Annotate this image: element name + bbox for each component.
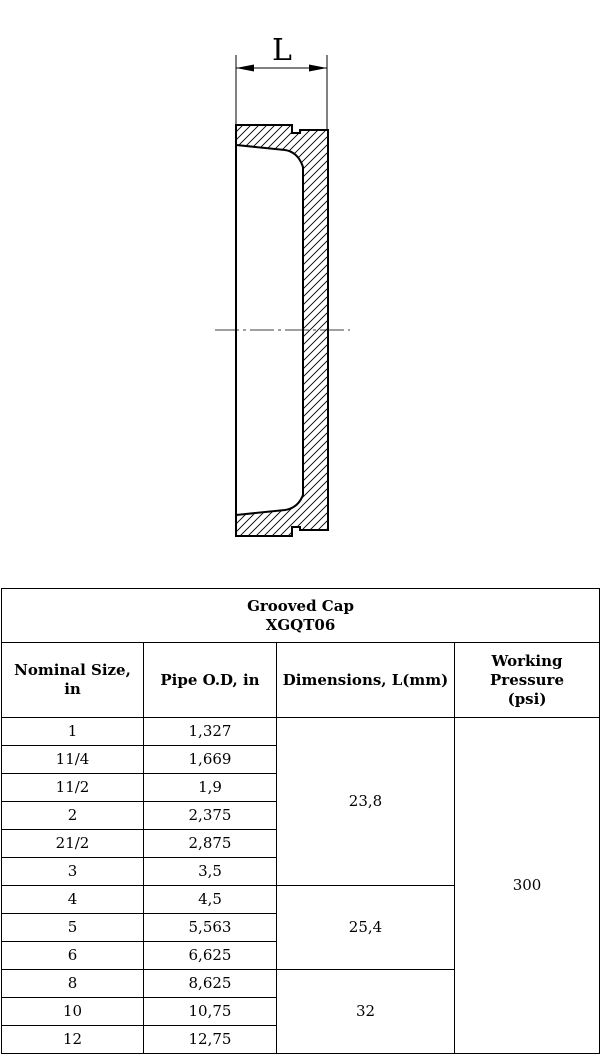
table-title <box>2 589 600 643</box>
cell-nominal-size: 6 <box>2 942 144 970</box>
dimension-arrow-left <box>236 65 254 72</box>
cell-dimension-l: 23,8 <box>277 718 455 886</box>
header-dimensions: Dimensions, L(mm) <box>277 643 455 718</box>
header-pressure-line3: (psi) <box>507 689 547 708</box>
cell-nominal-size: 2 <box>2 802 144 830</box>
cell-pipe-od: 6,625 <box>144 942 277 970</box>
cell-dimension-l: 32 <box>277 970 455 1054</box>
header-pressure-line2: Pressure <box>490 670 564 689</box>
cell-dimension-l: 25,4 <box>277 886 455 970</box>
header-nominal-line2: in <box>64 680 81 698</box>
cell-pipe-od: 1,669 <box>144 746 277 774</box>
cell-nominal-size: 11/4 <box>2 746 144 774</box>
table-title-name: Grooved Cap <box>247 596 354 615</box>
cell-nominal-size: 4 <box>2 886 144 914</box>
dimension-arrow-right <box>309 65 327 72</box>
cell-nominal-size: 10 <box>2 998 144 1026</box>
header-pipe-od: Pipe O.D, in <box>144 643 277 718</box>
cell-pipe-od: 2,875 <box>144 830 277 858</box>
cell-pipe-od: 5,563 <box>144 914 277 942</box>
cell-pipe-od: 1,9 <box>144 774 277 802</box>
table-row <box>2 718 600 746</box>
cell-nominal-size: 3 <box>2 858 144 886</box>
spec-table <box>1 588 600 1054</box>
dimension-label: L <box>272 33 292 68</box>
cell-pipe-od: 4,5 <box>144 886 277 914</box>
cell-pipe-od: 2,375 <box>144 802 277 830</box>
cell-nominal-size: 1 <box>2 718 144 746</box>
cell-nominal-size: 21/2 <box>2 830 144 858</box>
cell-pipe-od: 1,327 <box>144 718 277 746</box>
dimension-l <box>236 33 327 130</box>
cell-pipe-od: 3,5 <box>144 858 277 886</box>
header-pressure-line1: Working <box>491 651 563 670</box>
cell-nominal-size: 12 <box>2 1026 144 1054</box>
cell-pipe-od: 10,75 <box>144 998 277 1026</box>
cell-nominal-size: 8 <box>2 970 144 998</box>
cell-pipe-od: 12,75 <box>144 1026 277 1054</box>
header-nominal-size <box>2 643 144 718</box>
header-nominal-line1: Nominal Size, <box>14 661 131 679</box>
table-title-code: XGQT06 <box>265 615 336 634</box>
cap-wall-section <box>236 125 328 536</box>
cell-pipe-od: 8,625 <box>144 970 277 998</box>
header-working-pressure <box>455 643 600 718</box>
cell-working-pressure: 300 <box>455 718 600 1054</box>
cell-nominal-size: 5 <box>2 914 144 942</box>
cell-nominal-size: 11/2 <box>2 774 144 802</box>
